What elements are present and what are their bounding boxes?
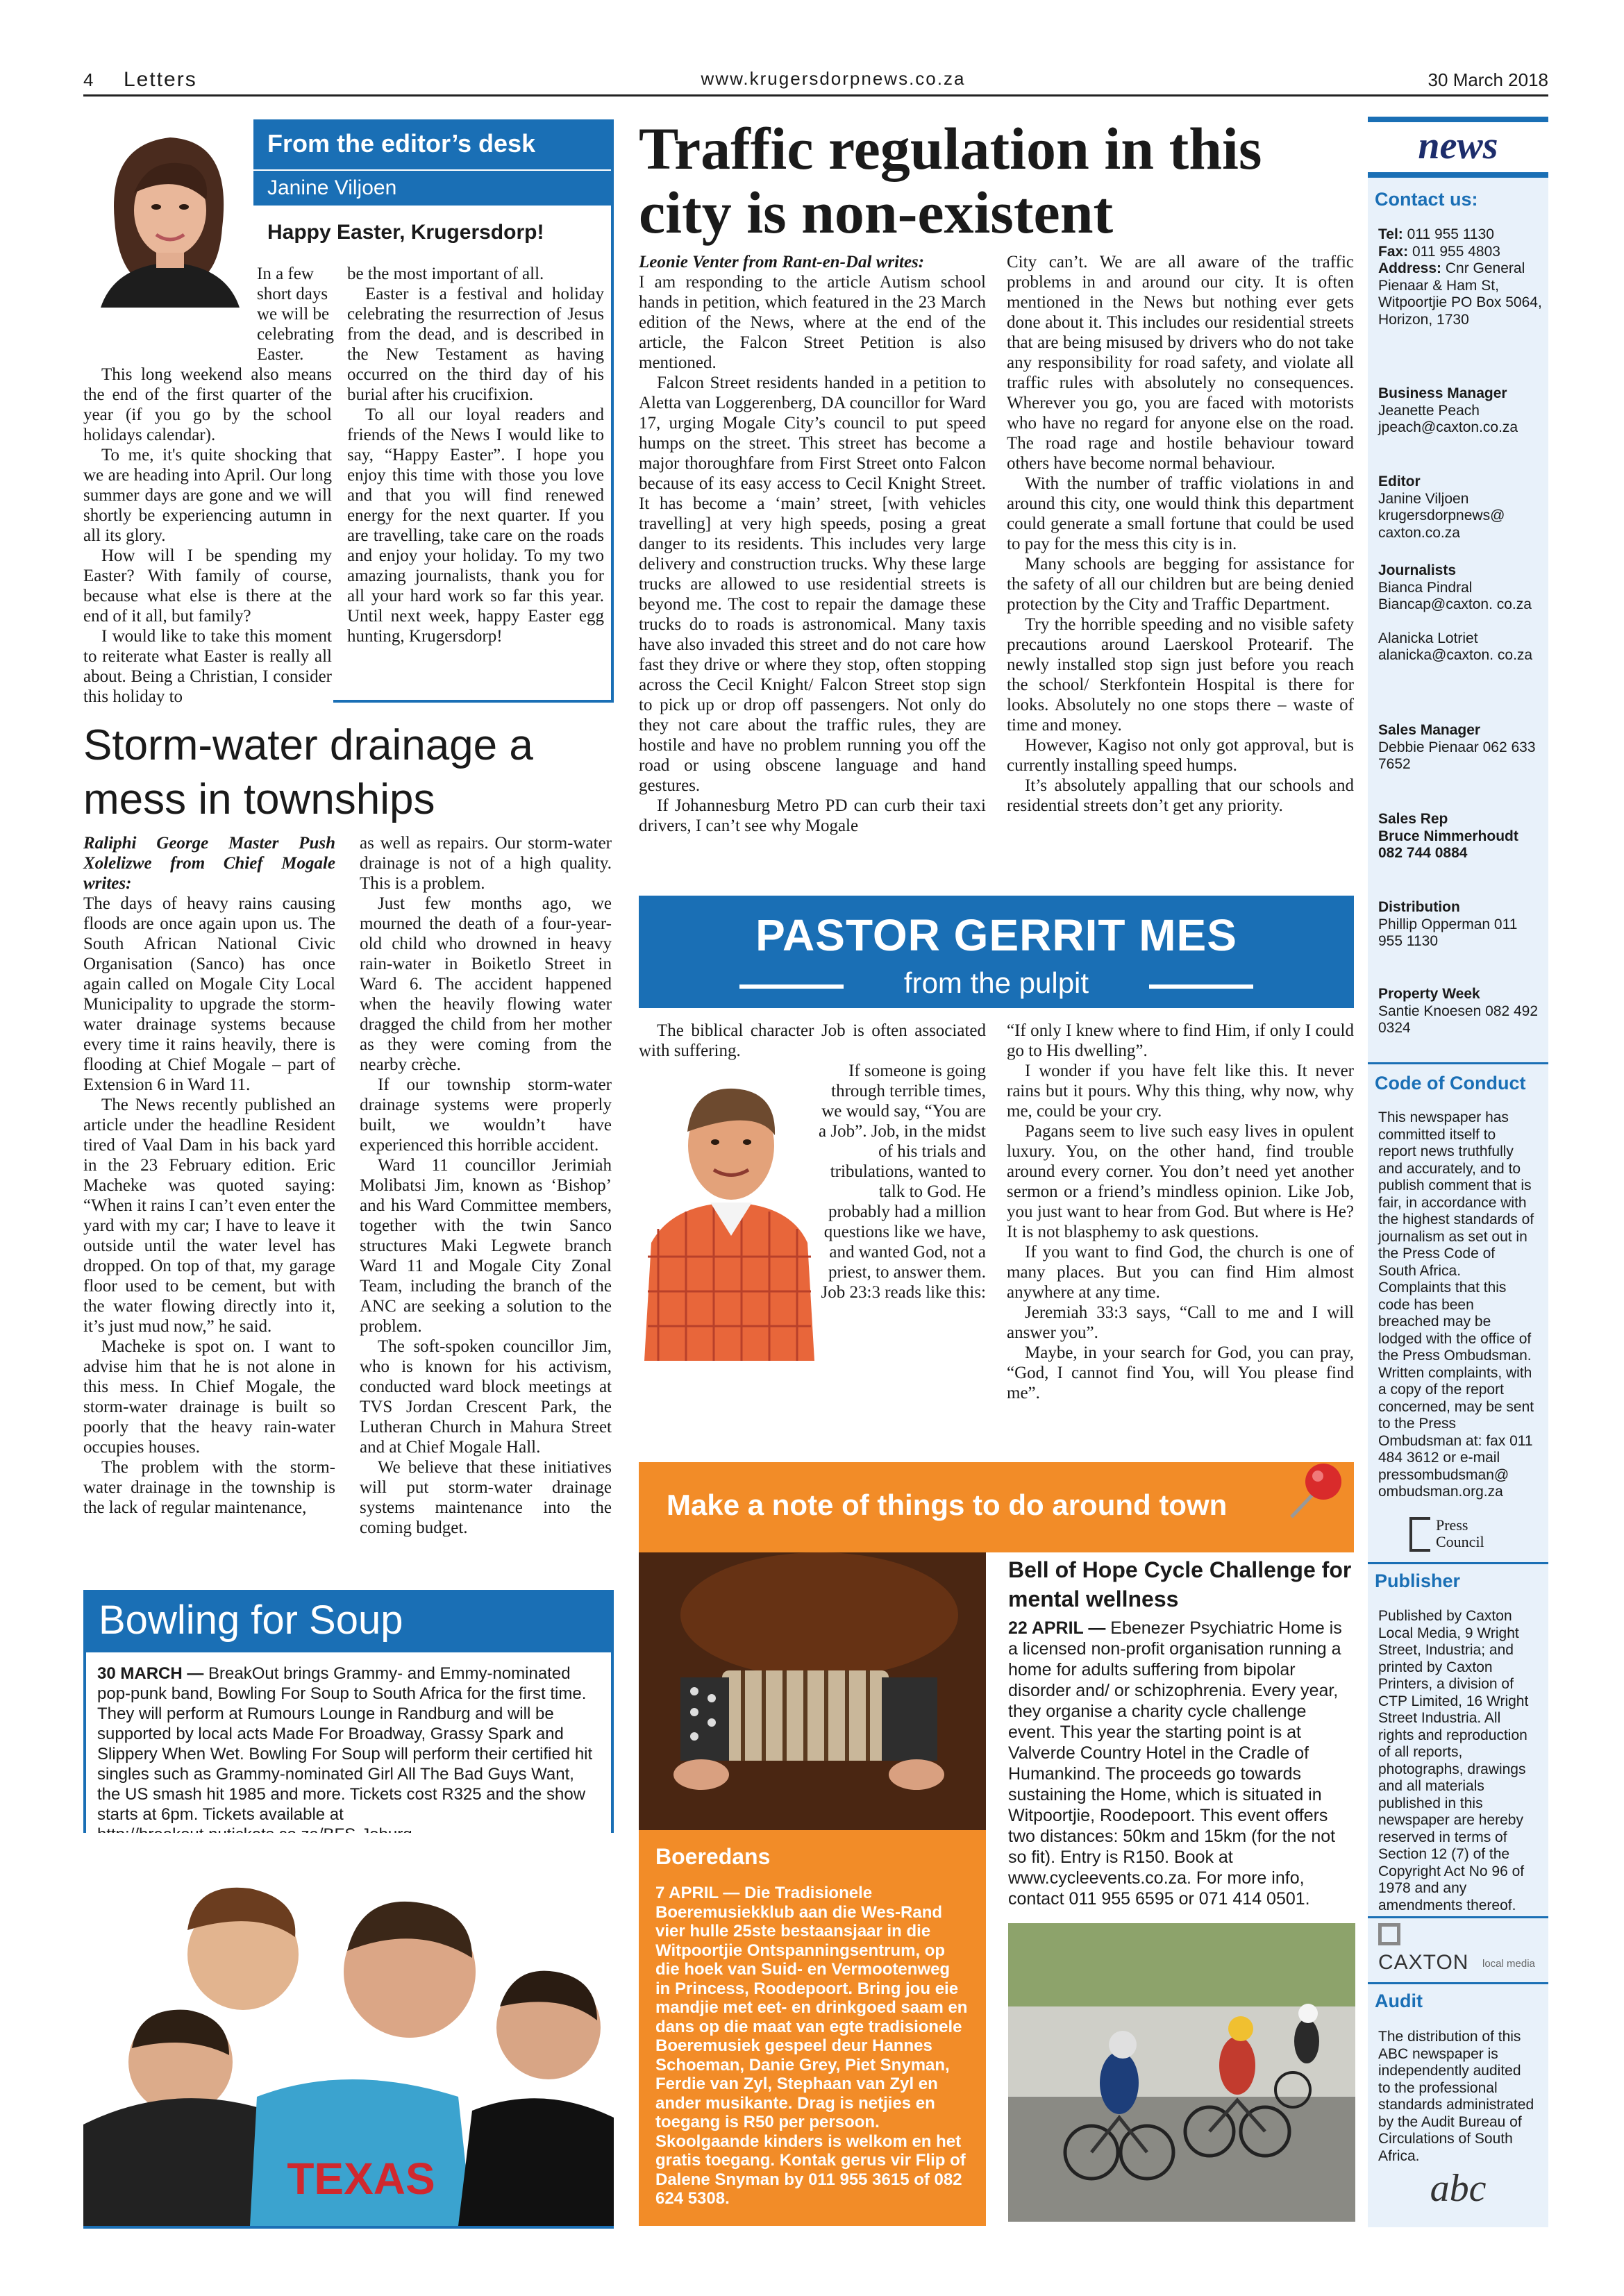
bell-title: Bell of Hope Cycle Challenge for mental wellness	[1008, 1557, 1352, 1611]
storm-column-1	[83, 833, 335, 1518]
sales-rep: Sales Rep Bruce Nimmerhoudt 082 744 0884	[1378, 811, 1518, 861]
shirt-lettering: TEXAS	[287, 2154, 435, 2204]
traffic-byline: Leonie Venter from Rant-en-Dal writes:	[639, 253, 925, 271]
paragraph: Macheke is spot on. I want to advise him that he is not alone in this mess. In Chief Mogale, the storm-water drainage is built so poorly that the heavy rain-water occupies houses.	[83, 1337, 335, 1457]
divider	[1368, 1062, 1548, 1064]
divider	[1368, 1562, 1548, 1564]
editor-column-1	[83, 264, 335, 707]
paragraph: The soft-spoken councillor Jim, who is known for his activism, conducted ward block meetings at TVS Jordan Crescent Park, the Lutheran Church in Mahura Street and at Chief Mogale Hall.	[360, 1337, 612, 1457]
bell-body: Ebenezer Psychiatric Home is a licensed non-profit organisation running a home for adults suffering from bipolar disorder and/ or schizophrenia. Every year, they organise a charity cycle challenge event. This year the starting point is at Valverde Country Hotel in the Cradle of Humankind. The proceeds go towards sustaining the Home, which is situated in Witpoortjie, Roodepoort. This event offers two distances: 50km and 15km (for the not so fit). Entry is R150. Book at www.cycleevents.co.za. For more info, contact 011 955 6595 or 071 414 0501.	[1008, 1618, 1342, 1909]
paragraph: In a few short days we will be celebrating Easter.	[257, 265, 335, 364]
audit-heading: Audit	[1375, 1991, 1423, 2011]
publisher-heading: Publisher	[1375, 1570, 1461, 1591]
code-text: This newspaper has committed itself to report news truthfully and accurately, and to publish comment that is fair, in accordance with the highest standards of journalism as set out in the Press Code of South Africa. Complaints that this code has been breached may be lodged with the office of the Press Ombudsman. Written complaints, with a copy of the report concerned, may be sent to the Press Ombudsman at: fax 011 484 3612 or e-mail pressombudsman@ ombudsman.org.za	[1378, 1109, 1534, 1500]
caxton-name: CAXTON	[1378, 1951, 1469, 1974]
traffic-column-2	[1007, 252, 1354, 816]
paragraph: I am responding to the article Autism school hands in petition, which featured in the 23 March edition of the News, where at the end of the article, the Falcon Street Petition is also mentioned.	[639, 273, 986, 372]
paragraph: To all our loyal readers and friends of the News I would like to say, “Happy Easter”. I hope you enjoy this time with those you love and that you will find renewed energy for the next quarter. If you are travelling, take care on the roads and enjoy your holiday. To my two amazing journalists, thank you for all your hard work so far this year. Until next week, happy Easter egg hunting, Krugersdorp!	[347, 405, 604, 646]
audit-text: The distribution of this ABC newspaper is independently audited to the professional standards administrated by the Audit Bureau of Circulations of South Africa.	[1378, 2029, 1534, 2164]
paragraph: How will I be spending my Easter? With family of course, because what else is there at the end of it all, but family?	[83, 546, 332, 626]
bowling-text	[97, 1664, 600, 1845]
traffic-headline: Traffic regulation in this city is non-existent	[639, 115, 1262, 246]
boeredans-event	[639, 1830, 986, 2226]
paragraph: With the number of traffic violations in and around this city, one would think this department could generate a small fortune that could be used to pay for the mess this city is in.	[1007, 474, 1354, 553]
bowling-body: BreakOut brings Grammy- and Emmy-nominated pop-punk band, Bowling For Soup to South Africa for the first time. They will perform at Rumours Lounge in Randburg and will be supported by local acts Made For Broadway, Grassy Spark and Slippery When Wet. Bowling For Soup will perform their certified hit singles such as Grammy-nominated Girl All The Bad Guys Want, the US smash hit 1985 and more. Tickets cost R325 and the show starts at 6pm. Tickets available at	[97, 1664, 593, 1824]
paragraph: I would like to take this moment to reiterate what Easter is really all about. Being a Christian, I consider this holiday to	[83, 627, 332, 706]
code-heading: Code of Conduct	[1375, 1073, 1526, 1093]
sales-manager: Sales Manager Debbie Pienaar 062 633 7652	[1378, 722, 1536, 772]
paragraph: It’s absolutely appalling that our schools and residential streets don’t get any priority.	[1007, 776, 1354, 815]
press-council-mark	[1409, 1517, 1430, 1552]
contact-heading: Contact us:	[1375, 189, 1478, 210]
editor-contact: Editor Janine Viljoen krugersdorpnews@ caxton.co.za	[1378, 474, 1505, 541]
editor-greeting: Happy Easter, Krugersdorp!	[267, 221, 544, 244]
paragraph: If our township storm-water drainage systems were properly built, we wouldn’t have experienced this horrible accident.	[360, 1075, 612, 1155]
paragraph: be the most important of all.	[347, 265, 544, 283]
bell-date: 22 APRIL —	[1008, 1618, 1106, 1638]
editor-frame	[333, 700, 614, 703]
accordion-photo	[639, 1552, 986, 1830]
storm-column-2	[360, 833, 612, 1538]
contact-details	[1378, 226, 1545, 328]
business-manager: Business Manager Jeanette Peach jpeach@caxton.co.za	[1378, 385, 1518, 435]
distribution: Distribution Phillip Opperman 011 955 1130	[1378, 899, 1518, 949]
tel-row: Tel: 011 955 1130	[1378, 226, 1494, 242]
fax-row: Fax: 011 955 4803	[1378, 243, 1500, 260]
traffic-column-1	[639, 252, 986, 836]
press-council-name: Press Council	[1436, 1516, 1484, 1550]
pastor-name: PASTOR GERRIT MES	[755, 910, 1237, 960]
header-rule	[83, 94, 1548, 97]
paragraph: as well as repairs. Our storm-water drainage is not of a high quality. This is a problem.	[360, 834, 612, 893]
pastor-photo	[644, 1069, 814, 1361]
editor-frame	[611, 119, 614, 703]
property-week: Property Week Santie Knoesen 082 492 0324	[1378, 986, 1539, 1036]
paragraph: Easter is a festival and holiday celebrating the resurrection of Jesus from the dead, and is described in the New Testament as having occurred on the third day of his burial after his crucifixion.	[347, 285, 604, 404]
storm-headline: Storm-water drainage a mess in townships	[83, 721, 533, 823]
journalists: Journalists Bianca Pindral Biancap@caxton. co.za Alanicka Lotriet alanicka@caxton. co.za	[1378, 562, 1533, 663]
boeredans-title: Boeredans	[655, 1844, 771, 1869]
press-council-logo	[1409, 1517, 1507, 1556]
pushpin-icon	[1278, 1451, 1354, 1527]
pastor-column-2	[1007, 1021, 1354, 1403]
editor-column-2	[347, 264, 604, 646]
site-url[interactable]: www.krugersdorpnews.co.za	[701, 68, 966, 89]
cycling-photo	[1008, 1923, 1355, 2222]
section-name: Letters	[124, 68, 197, 91]
caxton-logo	[1378, 1923, 1545, 1979]
paragraph: Just few months ago, we mourned the death of a four-year-old child who drowned in heavy rain-water in Boiketlo Street in Ward 6. The accident happened when the heavily flowing water dragged the child from her mother as they were coming from the nearby crèche.	[360, 894, 612, 1074]
paragraph: We believe that these initiatives will put storm-water drainage systems maintenance into the coming budget.	[360, 1458, 612, 1537]
paragraph: City can’t. We are all aware of the traffic problems in and around our city. It is often mentioned in the News but nothing ever gets done about it. This includes our residential streets that are being misused by drivers who do not take any responsibility for road safety, and violate all traffic rules with absolutely no consequences. Wherever you go, you are faced with motorists who have no regard for anyone else on the road. The road rage and hostile behaviour toward others have become normal behaviour.	[1007, 253, 1354, 473]
editor-banner: From the editor’s desk	[253, 119, 611, 169]
caxton-sub: local media	[1482, 1958, 1535, 1970]
paragraph: The News recently published an article under the headline Resident tired of Vaal Dam in his back yard in the 23 February edition. Eric Macheke was quoted saying: “When it rains I can’t even enter the yard with my car; I have to leave it outside until the water level has dropped. On top of that, my garage floor used to be cement, but with the water flowing directly into it, it’s just mud now,” he said.	[83, 1096, 335, 1336]
paragraph: The biblical character Job is often associated with suffering.	[639, 1021, 986, 1060]
paragraph: Many schools are begging for assistance for the safety of all our children but are being denied protection by the City and Traffic Department.	[1007, 555, 1354, 614]
paragraph: However, Kagiso not only got approval, but is currently installing speed humps.	[1007, 736, 1354, 775]
pastor-subtitle: from the pulpit	[903, 966, 1089, 999]
paragraph: Jeremiah 33:3 says, “Call to me and I will answer you”.	[1007, 1303, 1354, 1342]
divider	[1368, 1982, 1548, 1984]
paragraph: To me, it's quite shocking that we are heading into April. Our long summer days are gone and we will shortly be experiencing autumn in all its glory.	[83, 446, 332, 545]
paragraph: If Johannesburg Metro PD can curb their taxi drivers, I can’t see why Mogale	[639, 796, 986, 835]
news-logo: news	[1368, 117, 1548, 178]
paragraph: Maybe, in your search for God, you can pray, “God, I cannot find You, will You please find me”.	[1007, 1343, 1354, 1402]
paragraph: I wonder if you have felt like this. It never rains but it pours. Why this thing, why now, why me, could be your cry.	[1007, 1062, 1354, 1121]
storm-byline: Raliphi George Master Push Xolelizwe from Chief Mogale writes:	[83, 834, 335, 893]
band-photo	[83, 1833, 614, 2226]
paragraph: If you want to find God, the church is one of many places. But you can find Him almost anywhere at any time.	[1007, 1243, 1354, 1302]
bowling-date: 30 MARCH —	[97, 1664, 204, 1683]
events-banner: Make a note of things to do around town	[639, 1462, 1354, 1552]
paragraph: The days of heavy rains causing floods are once again upon us. The South African National Civic Organisation (Sanco) has once again called on Mogale City Local Municipality to upgrade the storm-water drainage systems because every time it rains heavily, there is flooding at Chief Mogale – part of Extension 6 in Ward 11.	[83, 894, 335, 1094]
decorative-line	[1149, 984, 1253, 989]
paragraph: This long weekend also means the end of the first quarter of the year (if you go by the school holidays calendar).	[83, 365, 332, 444]
issue-date: 30 March 2018	[1428, 69, 1548, 90]
paragraph: Try the horrible speeding and no visible safety precautions around Laerskool Protearif. The newly installed stop sign just before you reach the school/ Sterkfontein Hospital is there for looks. Absolutely no one stops there – waste of time and money.	[1007, 615, 1354, 735]
address-row: Address: Cnr General Pienaar & Ham St, Witpoortjie PO Box 5064, Horizon, 1730	[1378, 260, 1542, 328]
divider	[1368, 1916, 1548, 1918]
paragraph: Pagans seem to live such easy lives in opulent luxury. You, on the other hand, find trouble around every corner. You don’t need yet another sermon or a friend’s mindless opinion. Like Job, you just want to hear from God. But where is He? It is not blasphemy to ask questions.	[1007, 1122, 1354, 1241]
paragraph: The problem with the storm-water drainage in the township is the lack of regular maintenance,	[83, 1458, 335, 1517]
editor-byline: Janine Viljoen	[253, 171, 611, 206]
caxton-mark	[1378, 1923, 1400, 1945]
paragraph: If someone is going through terrible times, we would say, “You are a Job”. Job, in the midst of his trials and tribulations, wanted to talk to God. He probably had a million questions like we have, and wanted God, not a priest, to answer them. Job 23:3 reads like this:	[819, 1062, 986, 1302]
paragraph: “If only I knew where to find Him, if only I could go to His dwelling”.	[1007, 1021, 1354, 1060]
paragraph: Falcon Street residents handed in a petition to Aletta van Loggerenberg, DA councillor for Ward 17, urging Mogale City’s council to put speed humps on the street. This street has become a major thoroughfare from First Street onto Falcon because of its easy access to Cecil Knight Street. It has become a ‘main’ street, [with vehicles travelling] at very high speeds, posing a great danger to its residents. This includes very large delivery and construction trucks. Why these large trucks are allowed to use residential streets is beyond me. The cost to repair the damage these trucks do to roads is astronomical. Many taxis have also invaded this street and do not care how fast they drive or where they stop, often stopping across the Cecil Knight/ Falcon Street stop sign to pick up or drop off passengers. Not only do they not care about the traffic rules, they are hostile and have no problem running you off the road or using obscene language and hand gestures.	[639, 374, 986, 795]
pastor-banner	[639, 896, 1354, 1008]
bell-text	[1008, 1618, 1352, 1909]
abc-logo: abc	[1430, 2167, 1487, 2210]
paragraph: Ward 11 councillor Jerimiah Molibatsi Jim, known as ‘Bishop’ and his Ward Committee members, together with the twin Sanco structures Maki Legwete branch Ward 11 and Mogale City Zonal Team, including the branch of the ANC are seeking a solution to the problem.	[360, 1156, 612, 1336]
page-number: 4	[83, 69, 94, 90]
boeredans-text: 7 APRIL — Die Tradisionele Boeremusiekklub aan die Wes-Rand vier hulle 25ste bestaansjaar in die Witpoortjie Ontspanningsentrum, op die hoek van Suid- en Vermootenweg in Princess, Roodepoort. Bring jou eie mandjie met eet- en drinkgoed saam en dans op die maat van egte tradisionele Boeremusiek gespeel deur Hannes Schoeman, Danie Grey, Piet Snyman, Ferdie van Zyl, Stephaan van Zyl en ander musikante. Drag is netjies en toegang is R50 per persoon. Skoolgaande kinders is welkom en het gratis toegang. Kontak gerus vir Flip of Dalene Snyman by 011 955 3615 of 082 624 5308.	[655, 1884, 968, 2208]
bowling-title: Bowling for Soup	[83, 1590, 614, 1652]
publisher-text: Published by Caxton Local Media, 9 Wright Street, Industria; and printed by Caxton Printers, a division of CTP Limited, 16 Wright Street Industria. All rights and reproduction of all reports, photographs, drawings and all materials published in this newspaper are hereby reserved in terms of Section 12 (7) of the Copyright Act No 96 of 1978 and any amendments thereof.	[1378, 1608, 1529, 1913]
